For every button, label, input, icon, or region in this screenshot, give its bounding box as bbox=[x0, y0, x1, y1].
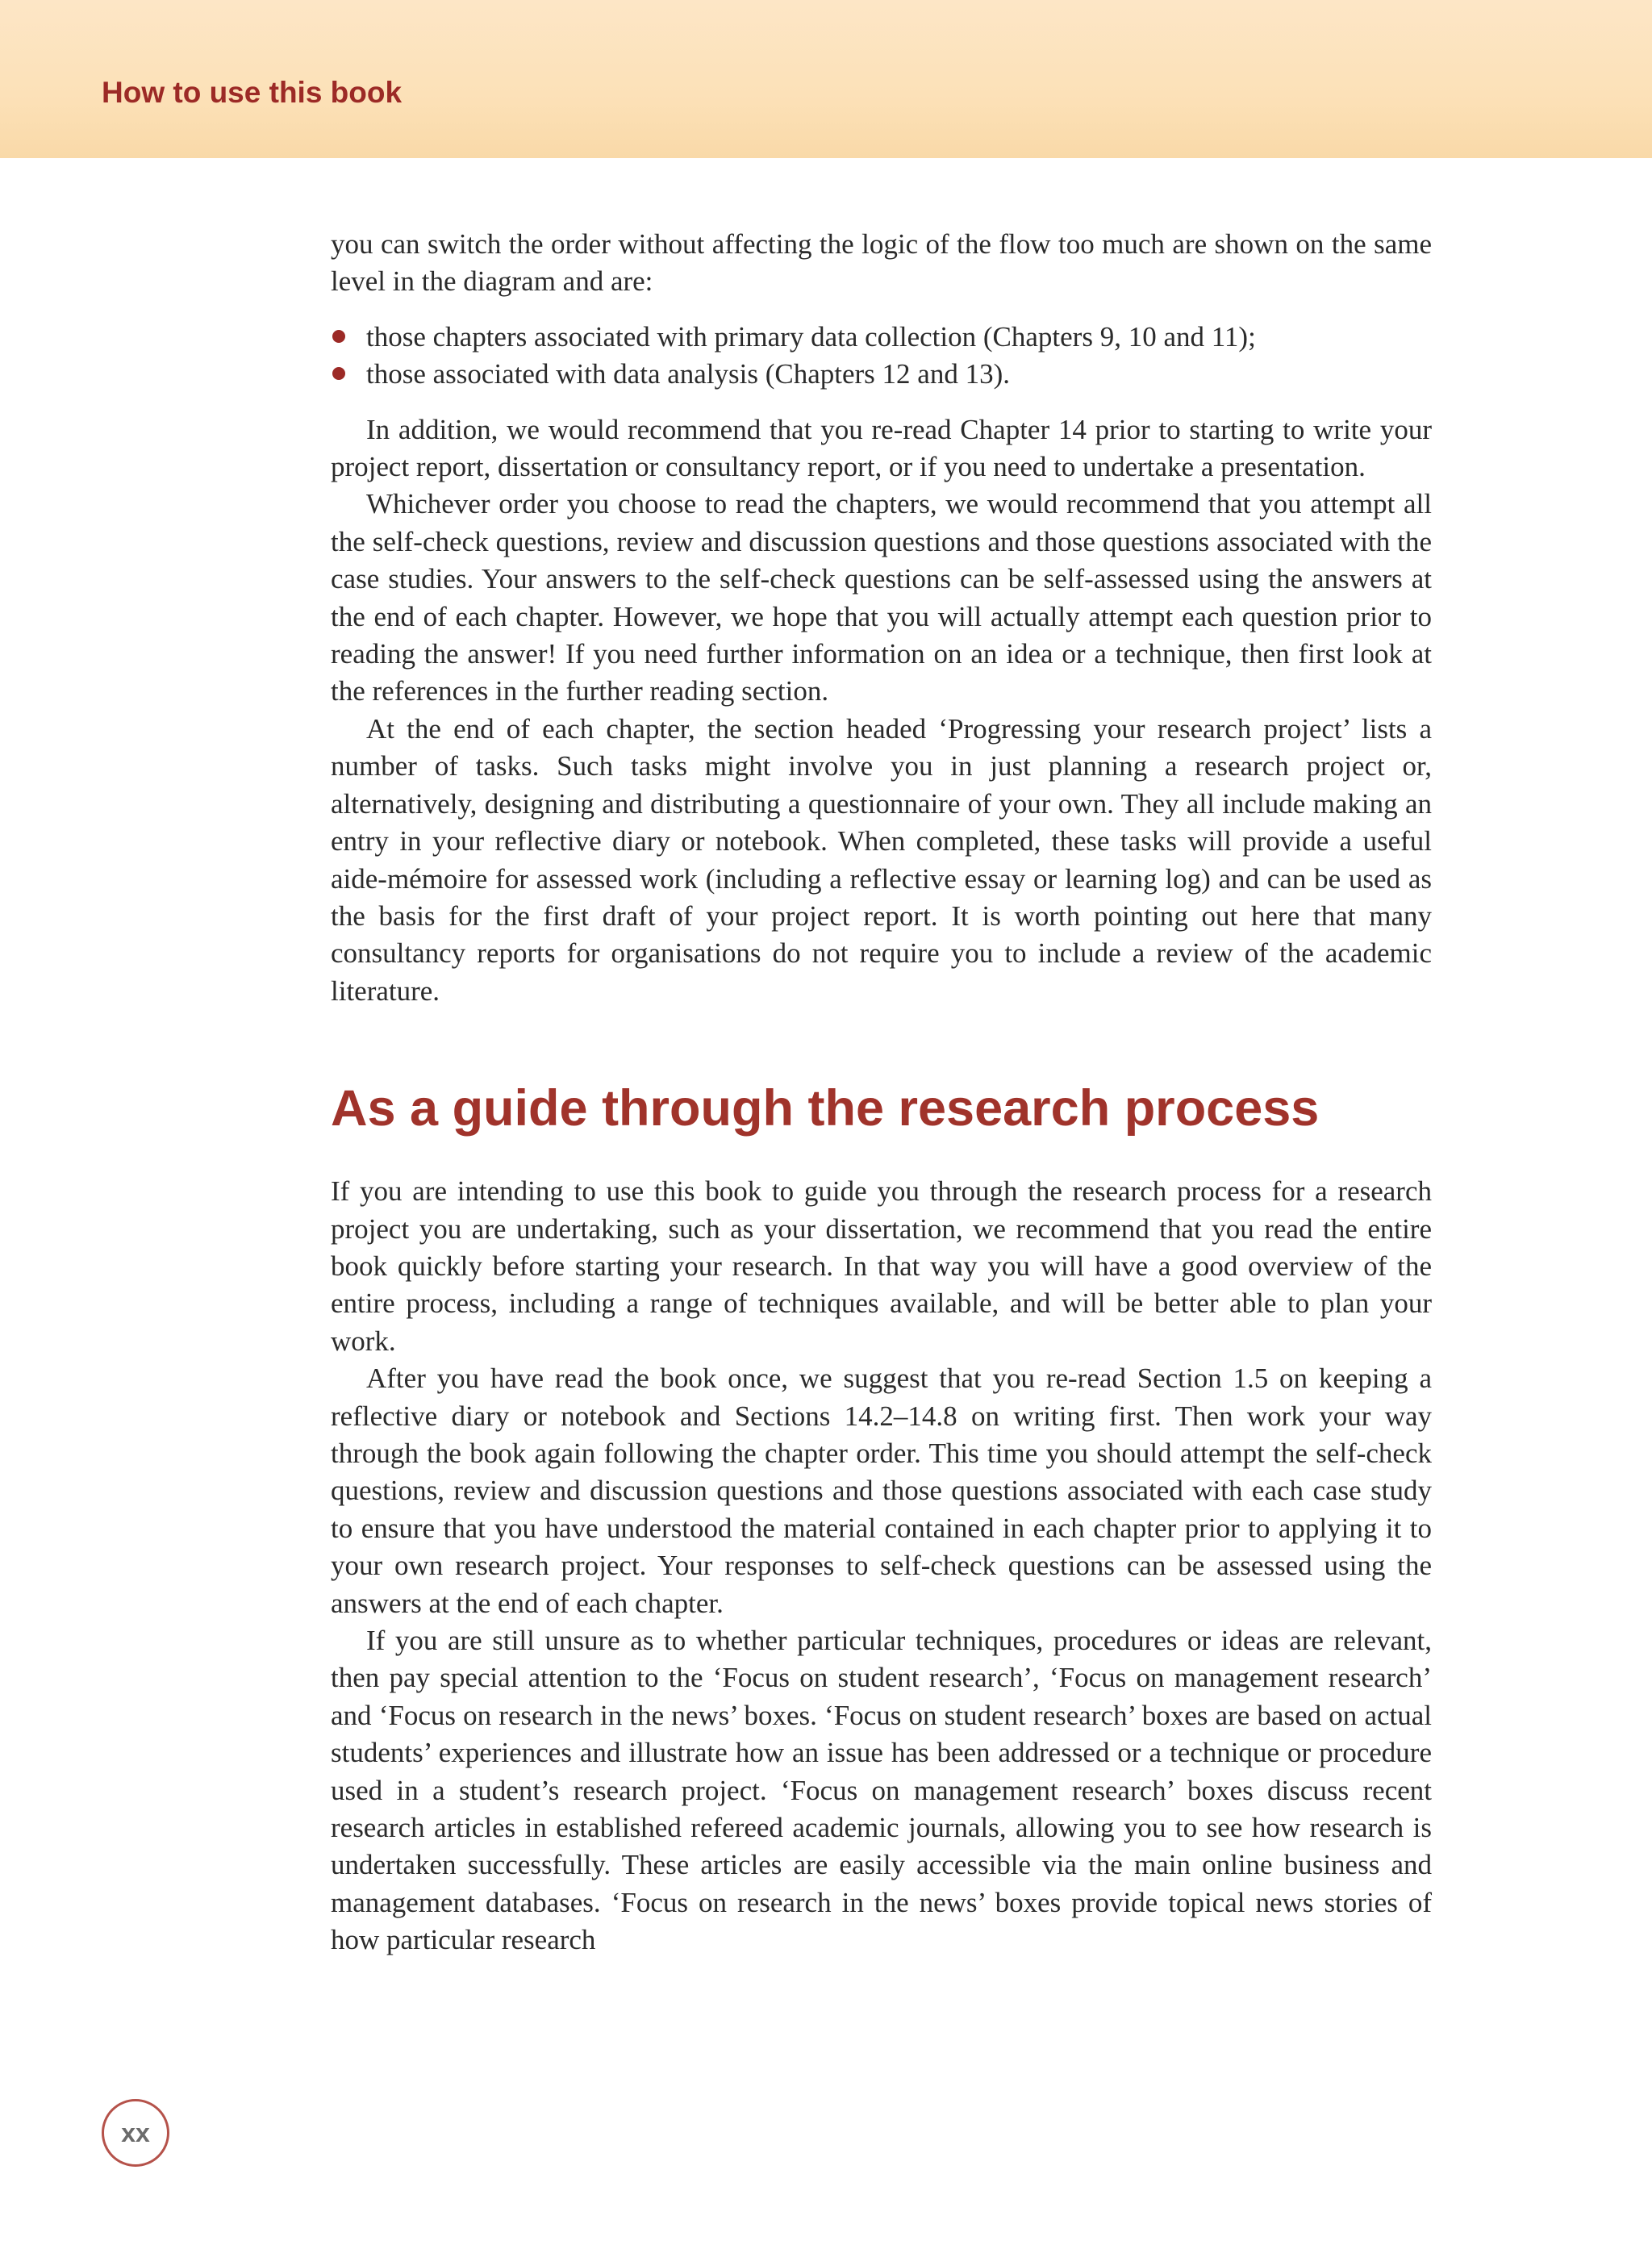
bullet-icon bbox=[332, 367, 345, 380]
body-paragraph: At the end of each chapter, the section headed ‘Progressing your research project’ lists a number of tasks. Such tasks might involve you in just planning a research project or, alternatively, designing and distributing a questionnaire of your own. They all include making an entry in your reflective diary or notebook. When completed, these tasks will provide a useful aide-mémoire for assessed work (including a reflective essay or learning log) and can be used as the basis for the first draft of your project report. It is worth pointing out here that many consultancy reports for organisations do not require you to include a review of the academic literature. bbox=[331, 712, 1432, 1007]
bullet-item bbox=[331, 319, 1432, 356]
body-paragraph: In addition, we would recommend that you re-read Chapter 14 prior to starting to write your project report, dissertation or consultancy report, or if you need to undertake a presentation. bbox=[331, 413, 1432, 483]
body-paragraph: If you are still unsure as to whether particular techniques, procedures or ideas are relevant, then pay special attention to the ‘Focus on student research’, ‘Focus on management research’ and ‘Focus on research in the news’ boxes. ‘Focus on student research’ boxes are based on actual students’ experiences and illustrate how an issue has been addressed or a technique or procedure used in a student’s research project. ‘Focus on management research’ boxes discuss recent research articles in established refereed academic journals, allowing you to see how research is undertaken successfully. These articles are easily accessible via the main online business and management databases. ‘Focus on research in the news’ boxes provide topical news stories of how particular research bbox=[331, 1625, 1432, 1956]
bullet-icon bbox=[332, 330, 345, 343]
bullet-item bbox=[331, 356, 1432, 393]
body-paragraph: you can switch the order without affecting the logic of the flow too much are shown on the same level in the diagram and are: bbox=[331, 228, 1432, 298]
bullet-text: those associated with data analysis (Chapters 12 and 13). bbox=[366, 358, 1010, 390]
bullet-text: those chapters associated with primary data collection (Chapters 9, 10 and 11); bbox=[366, 320, 1256, 353]
body-paragraph: Whichever order you choose to read the chapters, we would recommend that you attempt all the self-check questions, review and discussion questions and those questions associated with the case studies. Your answers to the self-check questions can be self-assessed using the answers at the end of each chapter. However, we hope that you will actually attempt each question prior to reading the answer! If you need further information on an idea or a technique, then first look at the references in the further reading section. bbox=[331, 488, 1432, 707]
body-paragraph: If you are intending to use this book to guide you through the research process for a research project you are undertaking, such as your dissertation, we recommend that you read the entire book quickly before starting your research. In that way you will have a good overview of the entire process, including a range of techniques available, and will be better able to plan your work. bbox=[331, 1175, 1432, 1357]
page-number: xx bbox=[102, 2099, 169, 2167]
running-head: How to use this book bbox=[102, 76, 403, 109]
bullet-list bbox=[331, 319, 1432, 394]
page-body bbox=[331, 226, 1432, 1959]
body-paragraph: After you have read the book once, we suggest that you re-read Section 1.5 on keeping a reflective diary or notebook and Sections 14.2–14.8 on writing first. Then work your way through the book again following the chapter order. This time you should attempt the self-check questions, review and discussion questions and those questions associated with each case study to ensure that you have understood the material contained in each chapter prior to applying it to your own research project. Your responses to self-check questions can be assessed using the answers at the end of each chapter. bbox=[331, 1362, 1432, 1619]
section-heading: As a guide through the research process bbox=[331, 1080, 1320, 1137]
